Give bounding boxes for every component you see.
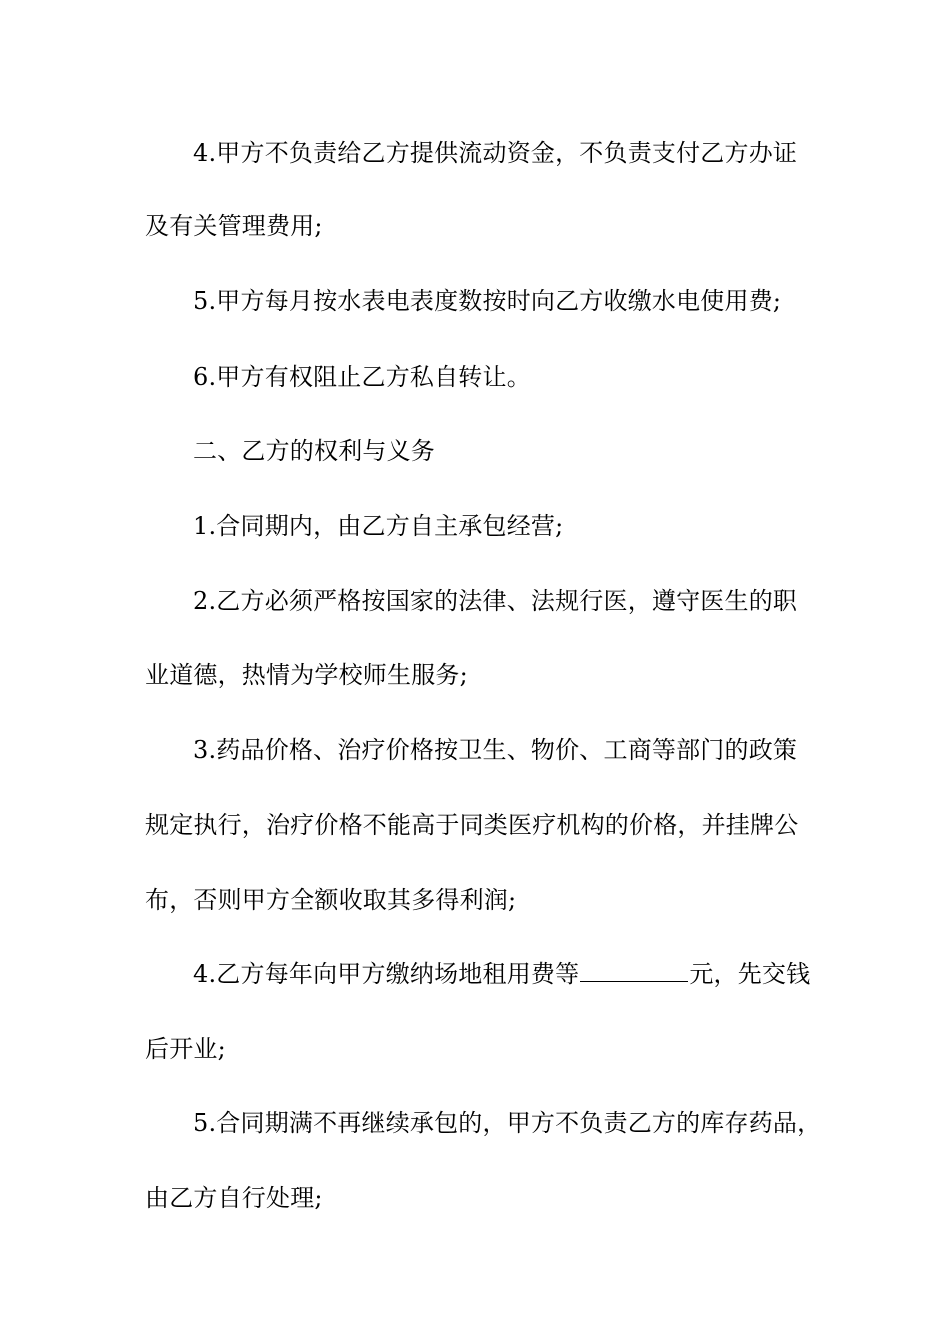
clause-b3-line2: 规定执行，治疗价格不能高于同类医疗机构的价格，并挂牌公 [145, 811, 799, 839]
clause-b3-line3: 布，否则甲方全额收取其多得利润; [145, 886, 517, 914]
clause-b4-line1 [193, 959, 863, 989]
clause-b5-line2: 由乙方自行处理; [145, 1184, 323, 1212]
fee-amount-blank [580, 959, 688, 982]
clause-b4-text-before-blank: 4.乙方每年向甲方缴纳场地租用费等 [193, 960, 580, 988]
clause-a4-line2: 及有关管理费用; [145, 212, 323, 240]
clause-b2-line2: 业道德，热情为学校师生服务; [145, 661, 468, 689]
clause-a6: 6.甲方有权阻止乙方私自转让。 [193, 363, 531, 391]
clause-b4-text-after-blank: 元，先交钱 [689, 960, 811, 988]
clause-b4-line2: 后开业; [145, 1035, 226, 1063]
clause-b3-line1: 3.药品价格、治疗价格按卫生、物价、工商等部门的政策 [193, 736, 798, 764]
clause-b1: 1.合同期内，由乙方自主承包经营; [193, 512, 564, 540]
clause-a4-line1: 4.甲方不负责给乙方提供流动资金，不负责支付乙方办证 [193, 139, 798, 167]
clause-b5-line1: 5.合同期满不再继续承包的，甲方不负责乙方的库存药品， [193, 1109, 822, 1137]
section-heading-party-b: 二、乙方的权利与义务 [193, 437, 435, 465]
clause-a5: 5.甲方每月按水表电表度数按时向乙方收缴水电使用费; [193, 287, 782, 315]
clause-b2-line1: 2.乙方必须严格按国家的法律、法规行医，遵守医生的职 [193, 587, 798, 615]
